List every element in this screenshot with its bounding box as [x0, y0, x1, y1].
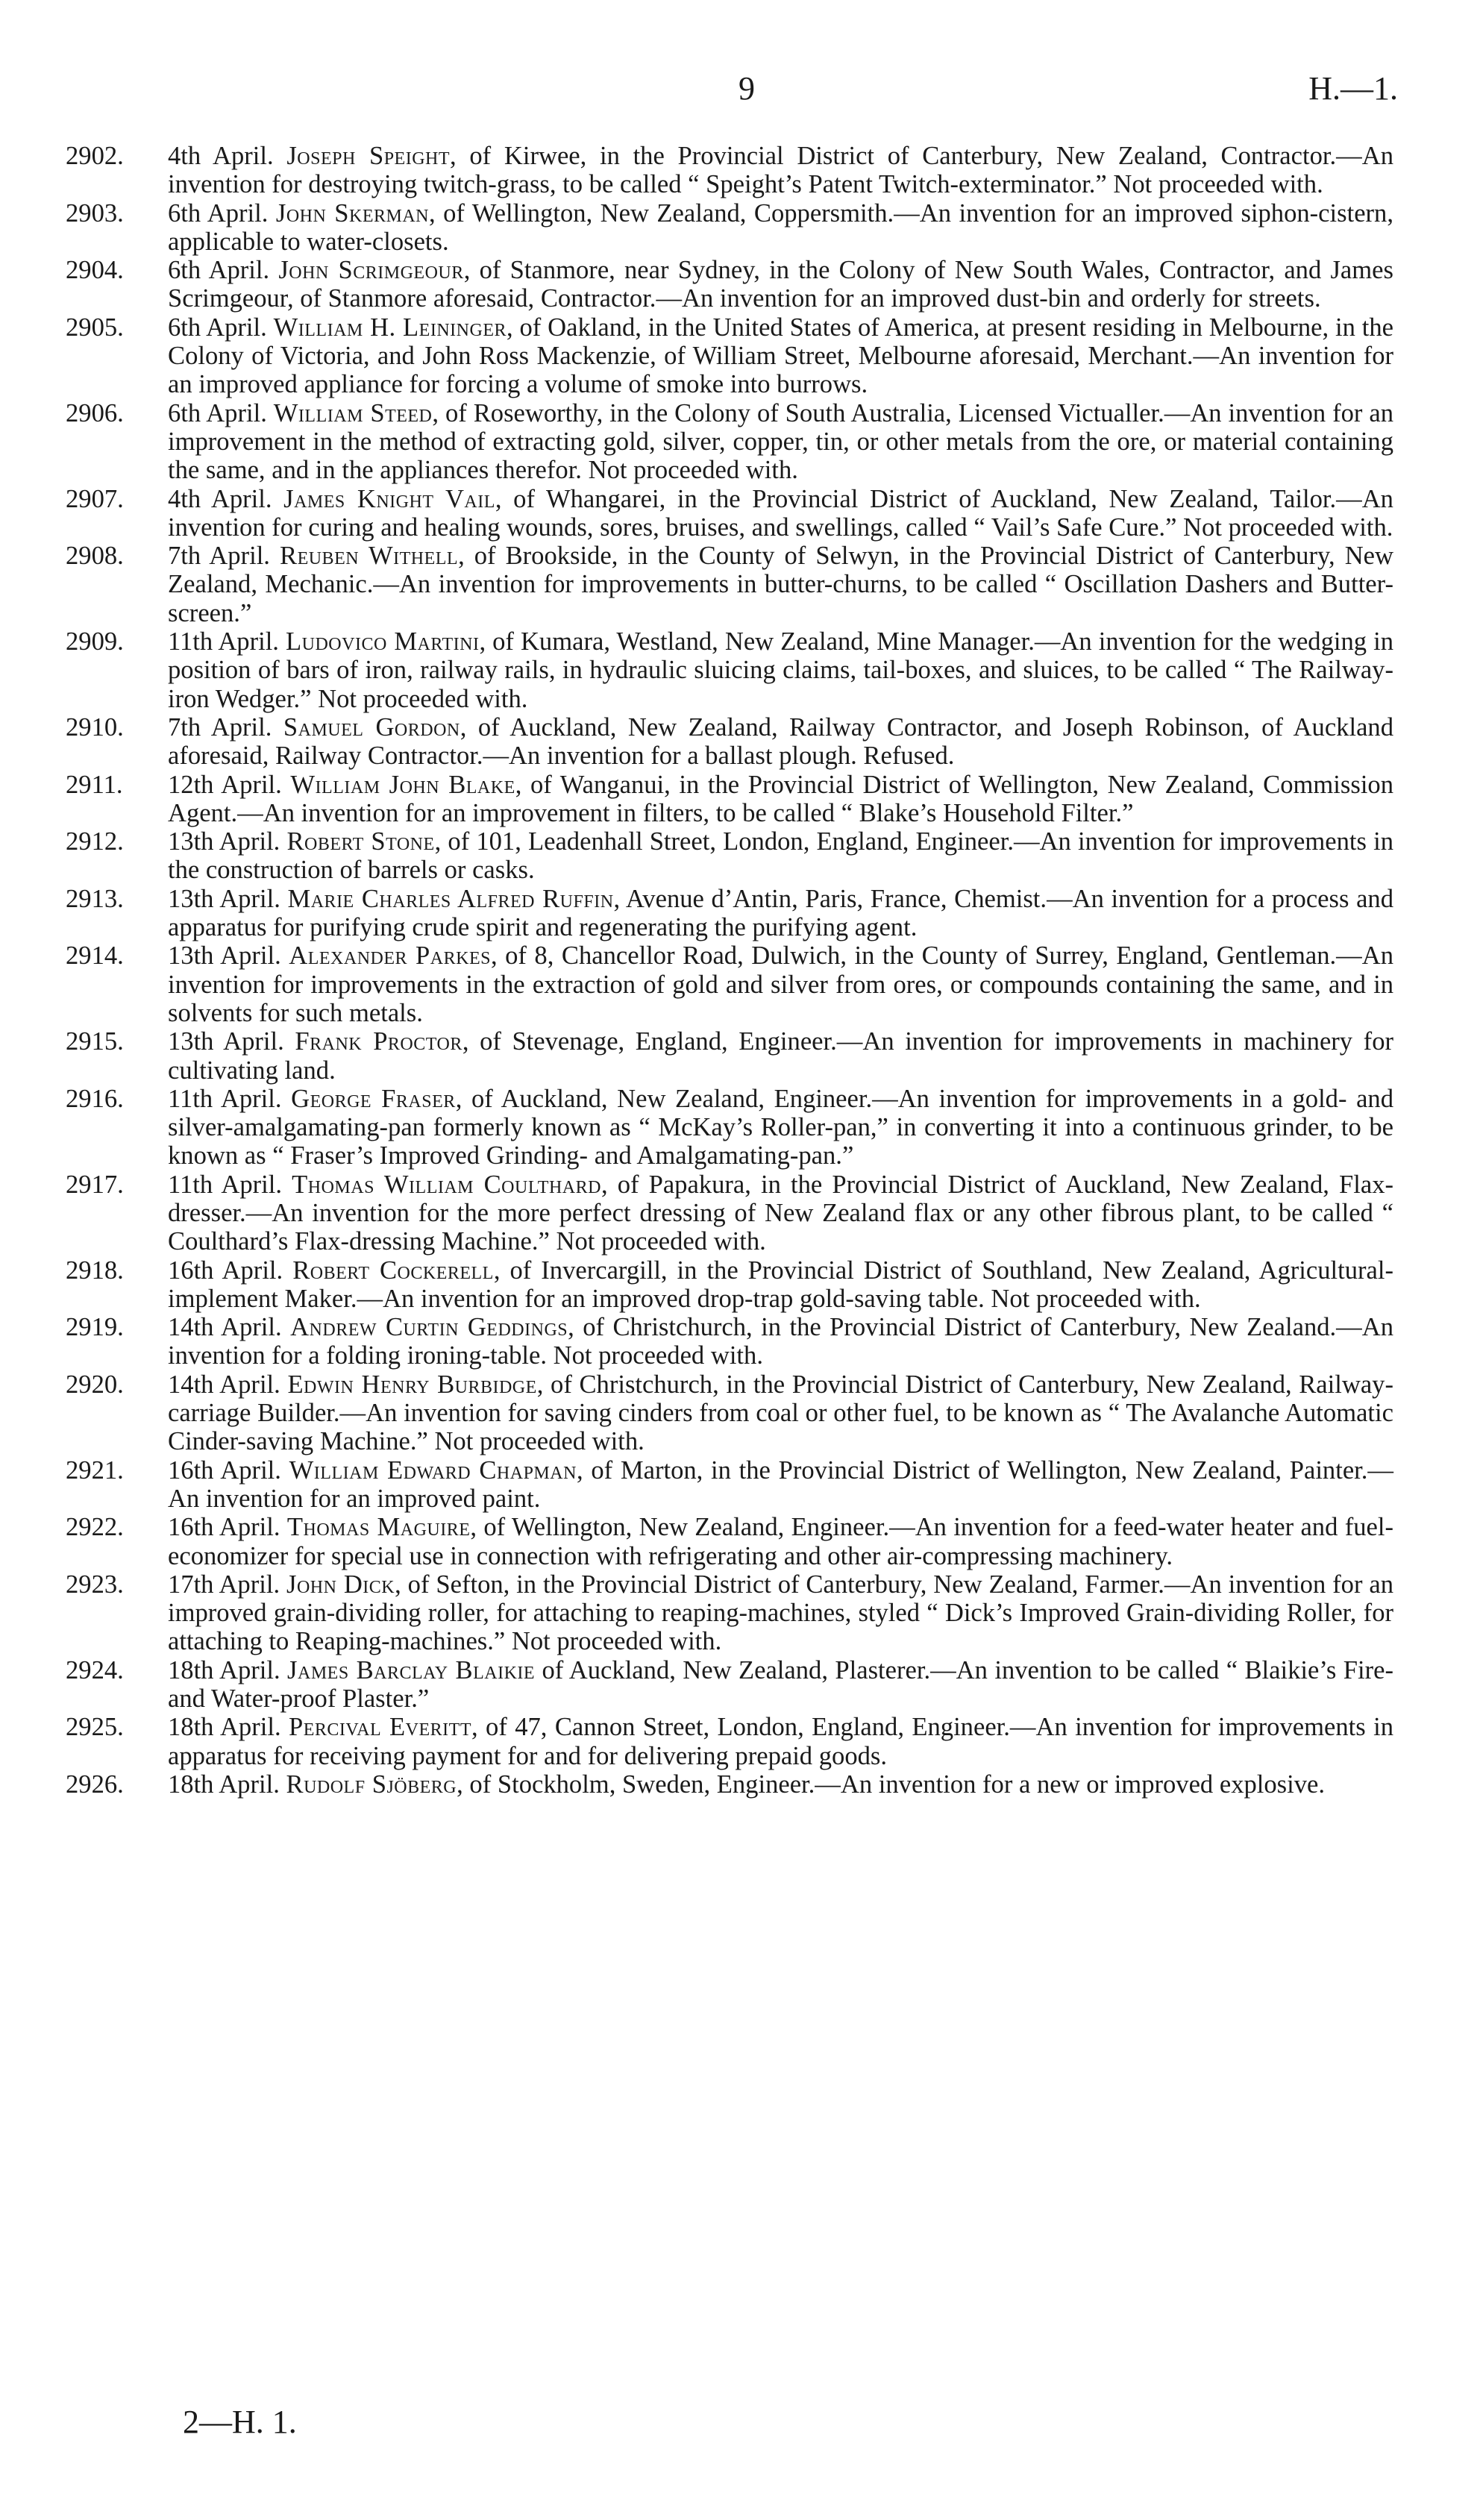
entry-number: 2909.: [66, 627, 124, 656]
applicant-name: John Dick: [286, 1570, 395, 1599]
patent-entry: [66, 542, 1393, 627]
entry-description: , of Roseworthy, in the Colony of South Australia, Licensed Victualler.—An invention for an improvement in the method of extracting gold, silver, copper, tin, or other metals from the ore, or material containing the same, and in the appliances therefor. Not proceeded with.: [168, 398, 1393, 485]
applicant-name: Alexander Parkes: [289, 941, 491, 971]
patent-entry: [66, 827, 1393, 885]
entry-date: 13th April.: [168, 884, 280, 913]
entry-date: 18th April.: [168, 1655, 280, 1684]
entry-description: , of Stockholm, Sweden, Engineer.—An invention for a new or improved explosive.: [457, 1770, 1326, 1799]
applicant-name: Rudolf Sjöberg: [286, 1770, 457, 1799]
entry-number: 2917.: [66, 1170, 124, 1199]
patent-entry: [66, 142, 1393, 199]
entry-body: [168, 1513, 1393, 1570]
entry-body: [168, 199, 1393, 257]
patent-entry: [66, 1085, 1393, 1170]
entry-body: [168, 1713, 1393, 1770]
entry-description: , of Wellington, New Zealand, Coppersmith.—An invention for an improved siphon-cistern, applicable to water-closets.: [168, 198, 1393, 256]
patent-entry: [66, 1170, 1393, 1256]
entry-description: , of Sefton, in the Provincial District of Canterbury, New Zealand, Farmer.—An invention for an improved grain-dividing roller, for attaching to reaping-machines, styled “ Dick’s Improved Grain-dividing Roller, for attaching to Reaping-machines.” Not proceeded with.: [168, 1570, 1393, 1656]
entry-description: of Auckland, New Zealand, Plasterer.—An invention to be called “ Blaikie’s Fire- and Water-proof Plaster.”: [168, 1655, 1394, 1714]
patent-entry: [66, 713, 1393, 771]
entry-description: , of Stanmore, near Sydney, in the Colony of New South Wales, Contractor, and James Scrimgeour, of Stanmore aforesaid, Contractor.—An invention for an improved dust-bin and orderly for streets.: [168, 256, 1393, 313]
entry-description: , of Stevenage, England, Engineer.—An invention for improvements in machinery for cultivating land.: [168, 1027, 1393, 1085]
entry-description: , of Auckland, New Zealand, Railway Contractor, and Joseph Robinson, of Auckland aforesaid, Railway Contractor.—An invention for a ballast plough. Refused.: [168, 712, 1393, 771]
entry-date: 14th April.: [168, 1370, 280, 1399]
entry-description: , of Wanganui, in the Provincial District of Wellington, New Zealand, Commission Agent.—An invention for an improvement in filters, to be called “ Blake’s Household Filter.”: [168, 770, 1393, 827]
entry-description: , of Invercargill, in the Provincial District of Southland, New Zealand, Agricultural-implement Maker.—An invention for an improved drop-trap gold-saving table. Not proceeded with.: [168, 1256, 1393, 1313]
entry-number: 2925.: [66, 1713, 124, 1742]
patent-entry: [66, 885, 1393, 942]
patent-entry: [66, 1456, 1393, 1514]
patent-entry: [66, 1256, 1393, 1314]
patent-entry: [66, 399, 1393, 485]
entry-body: [168, 1170, 1393, 1256]
entry-date: 16th April.: [168, 1256, 283, 1285]
entry-description: , of Auckland, New Zealand, Engineer.—An invention for improvements in a gold- and silver-amalgamating-pan formerly known as “ McKay’s Roller-pan,” in converting it into a continuous grinder, to be known as “ Fraser’s Improved Grinding- and Amalgamating-pan.”: [168, 1084, 1393, 1170]
entry-description: , of Kumara, Westland, New Zealand, Mine Manager.—An invention for the wedging in position of bars of iron, railway rails, in hydraulic sluicing claims, tail-boxes, and sluices, to be called “ The Railway-iron Wedger.” Not proceeded with.: [168, 627, 1394, 713]
entry-number: 2904.: [66, 256, 124, 285]
applicant-name: Frank Proctor: [295, 1027, 462, 1056]
entry-number: 2906.: [66, 398, 124, 427]
patent-list: [66, 142, 1393, 1799]
entry-date: 6th April.: [168, 313, 267, 342]
applicant-name: William John Blake: [290, 770, 515, 799]
entry-date: 11th April.: [168, 627, 279, 656]
entry-date: 18th April.: [168, 1713, 281, 1742]
entry-number: 2919.: [66, 1313, 124, 1342]
applicant-name: Percival Everitt: [289, 1713, 471, 1742]
entry-body: [168, 256, 1393, 313]
patent-entry: [66, 627, 1393, 713]
entry-description: , of Wellington, New Zealand, Engineer.—An invention for a feed-water heater and fuel-economizer for special use in connection with refrigerating and other air-compressing machinery.: [168, 1513, 1393, 1570]
patent-entry: [66, 941, 1393, 1027]
entry-number: 2918.: [66, 1256, 124, 1285]
entry-description: , of Whangarei, in the Provincial District of Auckland, New Zealand, Tailor.—An invention for curing and healing wounds, sores, bruises, and swellings, called “ Vail’s Safe Cure.” Not proceeded with.: [168, 484, 1393, 542]
entry-date: 4th April.: [168, 484, 272, 513]
entry-body: [168, 1085, 1393, 1170]
applicant-name: Joseph Speight: [286, 142, 451, 170]
entry-number: 2924.: [66, 1655, 124, 1684]
entry-body: [168, 1770, 1393, 1799]
entry-date: 13th April.: [168, 941, 281, 971]
entry-number: 2912.: [66, 827, 124, 856]
applicant-name: Robert Stone: [286, 827, 435, 856]
entry-description: , of 101, Leadenhall Street, London, England, Engineer.—An invention for improvements in the construction of barrels or casks.: [168, 827, 1393, 885]
entry-date: 16th April.: [168, 1455, 281, 1485]
patent-entry: [66, 1370, 1393, 1456]
entry-body: [168, 142, 1393, 199]
applicant-name: William Steed: [273, 398, 433, 427]
entry-description: , of 8, Chancellor Road, Dulwich, in the County of Surrey, England, Gentleman.—An invention for improvements in the extraction of gold and silver from ores, or compounds containing the same, and in solvents for such metals.: [168, 941, 1393, 1027]
applicant-name: George Fraser: [291, 1084, 456, 1113]
page-number: 9: [739, 70, 755, 107]
entry-body: [168, 627, 1393, 713]
patent-entry: [66, 1027, 1393, 1085]
entry-body: [168, 1656, 1393, 1714]
entry-body: [168, 313, 1393, 399]
entry-body: [168, 485, 1393, 542]
applicant-name: Edwin Henry Burbidge: [287, 1370, 537, 1399]
entry-body: [168, 542, 1393, 627]
entry-description: , of Christchurch, in the Provincial District of Canterbury, New Zealand.—An invention for a folding ironing-table. Not proceeded with.: [168, 1313, 1393, 1370]
entry-description: , of Kirwee, in the Provincial District of Canterbury, New Zealand, Contractor.—An invention for destroying twitch-grass, to be called “ Speight’s Patent Twitch-exterminator.” Not proceeded with.: [168, 142, 1393, 199]
applicant-name: Samuel Gordon: [283, 712, 460, 742]
entry-description: , Avenue d’Antin, Paris, France, Chemist.—An invention for a process and apparatus for purifying crude spirit and regenerating the purifying agent.: [168, 884, 1393, 942]
patent-entry: [66, 1713, 1393, 1770]
entry-body: [168, 885, 1393, 942]
entry-number: 2913.: [66, 884, 124, 913]
entry-date: 7th April.: [168, 712, 272, 742]
applicant-name: James Barclay Blaikie: [287, 1655, 536, 1684]
entry-number: 2907.: [66, 484, 124, 513]
patent-entry: [66, 1513, 1393, 1570]
entry-date: 11th April.: [168, 1084, 282, 1113]
entry-date: 16th April.: [168, 1513, 280, 1542]
patent-entry: [66, 199, 1393, 257]
applicant-name: John Skerman: [275, 198, 430, 228]
applicant-name: Robert Cockerell: [292, 1256, 494, 1285]
entry-body: [168, 941, 1393, 1027]
entry-number: 2914.: [66, 941, 124, 971]
entry-body: [168, 1313, 1393, 1370]
patent-entry: [66, 313, 1393, 399]
applicant-name: Thomas William Coulthard: [292, 1170, 601, 1199]
applicant-name: Ludovico Martini: [286, 627, 480, 656]
entry-number: 2902.: [66, 142, 124, 170]
entry-body: [168, 1256, 1393, 1314]
entry-number: 2911.: [66, 770, 123, 799]
entry-number: 2915.: [66, 1027, 124, 1056]
entry-body: [168, 713, 1393, 771]
entry-date: 6th April.: [168, 398, 267, 427]
entry-date: 17th April.: [168, 1570, 280, 1599]
entry-description: , of 47, Cannon Street, London, England, Engineer.—An invention for improvements in apparatus for receiving payment for and for delivering prepaid goods.: [168, 1713, 1393, 1770]
entry-description: , of Christchurch, in the Provincial District of Canterbury, New Zealand, Railway-carriage Builder.—An invention for saving cinders from coal or other fuel, to be known as “ The Avalanche Automatic Cinder-saving Machine.” Not proceeded with.: [168, 1370, 1393, 1456]
entry-description: , of Marton, in the Provincial District of Wellington, New Zealand, Painter.—An invention for an improved paint.: [168, 1455, 1394, 1513]
entry-number: 2921.: [66, 1455, 124, 1485]
entry-date: 6th April.: [168, 198, 269, 228]
applicant-name: Marie Charles Alfred Ruffin: [287, 884, 614, 913]
entry-description: , of Papakura, in the Provincial District of Auckland, New Zealand, Flax-dresser.—An invention for the more perfect dressing of New Zealand flax or any other fibrous plant, to be called “ Coulthard’s Flax-dressing Machine.” Not proceeded with.: [168, 1170, 1393, 1256]
entry-number: 2922.: [66, 1513, 124, 1542]
entry-body: [168, 399, 1393, 485]
patent-entry: [66, 1570, 1393, 1656]
entry-body: [168, 1456, 1393, 1514]
applicant-name: William H. Leininger: [273, 313, 507, 342]
entry-date: 6th April.: [168, 256, 270, 285]
applicant-name: Thomas Maguire: [286, 1513, 471, 1542]
entry-number: 2908.: [66, 542, 124, 571]
applicant-name: William Edward Chapman: [289, 1455, 577, 1485]
entry-date: 4th April.: [168, 142, 274, 170]
patent-entry: [66, 485, 1393, 542]
entry-date: 7th April.: [168, 542, 270, 571]
entry-description: , of Brookside, in the County of Selwyn, in the Provincial District of Canterbury, New Zealand, Mechanic.—An invention for improvements in butter-churns, to be called “ Oscillation Dashers and Butter-screen.”: [168, 542, 1393, 627]
entry-description: , of Oakland, in the United States of America, at present residing in Melbourne, in the Colony of Victoria, and John Ross Mackenzie, of William Street, Melbourne aforesaid, Merchant.—An invention for an improved appliance for forcing a volume of smoke into burrows.: [168, 313, 1393, 399]
entry-body: [168, 827, 1393, 885]
entry-date: 12th April.: [168, 770, 282, 799]
patent-entry: [66, 256, 1393, 313]
entry-date: 11th April.: [168, 1170, 283, 1199]
entry-body: [168, 1027, 1393, 1085]
entry-date: 14th April.: [168, 1313, 282, 1342]
entry-number: 2920.: [66, 1370, 124, 1399]
entry-number: 2923.: [66, 1570, 124, 1599]
entry-number: 2910.: [66, 712, 124, 742]
applicant-name: Reuben Withell: [280, 542, 459, 571]
entry-number: 2926.: [66, 1770, 124, 1799]
entry-date: 13th April.: [168, 827, 280, 856]
document-reference: H.—1.: [1308, 70, 1398, 107]
entry-date: 13th April.: [168, 1027, 284, 1056]
entry-body: [168, 771, 1393, 828]
entry-date: 18th April.: [168, 1770, 280, 1799]
patent-entry: [66, 1656, 1393, 1714]
signature-mark: 2—H. 1.: [183, 2404, 297, 2440]
applicant-name: John Scrimgeour: [278, 256, 464, 285]
entry-number: 2905.: [66, 313, 124, 342]
entry-body: [168, 1370, 1393, 1456]
entry-body: [168, 1570, 1393, 1656]
patent-entry: [66, 1313, 1393, 1370]
entry-number: 2916.: [66, 1084, 124, 1113]
patent-entry: [66, 771, 1393, 828]
applicant-name: James Knight Vail: [283, 484, 495, 513]
applicant-name: Andrew Curtin Geddings: [290, 1313, 568, 1342]
entry-number: 2903.: [66, 198, 124, 228]
patent-entry: [66, 1770, 1393, 1799]
